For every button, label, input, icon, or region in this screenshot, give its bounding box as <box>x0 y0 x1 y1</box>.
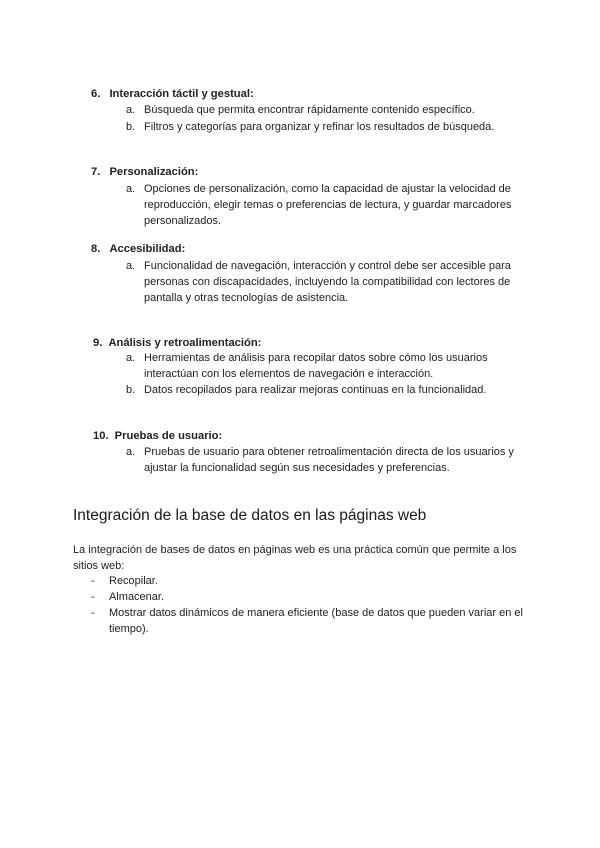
item-text: Filtros y categorías para organizar y refinar los resultados de búsqueda. <box>144 121 495 133</box>
section-title: Accesibilidad: <box>109 243 186 255</box>
item-letter: a. <box>126 183 136 195</box>
item-text: Herramientas de análisis para recopilar datos sobre cómo los usuarios interactúan con los elementos de navegación e interacción. <box>144 352 488 380</box>
section-heading <box>91 243 185 255</box>
item-text: Almacenar. <box>109 591 165 603</box>
item-letter: a. <box>126 446 136 458</box>
dash-bullet: - <box>91 591 95 603</box>
section-title: Personalización: <box>109 166 199 178</box>
section-number: 9. <box>93 337 103 349</box>
dash-bullet: - <box>91 607 95 619</box>
section-heading <box>91 88 254 100</box>
section-number: 6. <box>91 88 101 100</box>
item-text: Búsqueda que permita encontrar rápidamente contenido específico. <box>144 104 475 116</box>
item-letter: b. <box>126 384 136 396</box>
item-letter: b. <box>126 121 136 133</box>
item-letter: a. <box>126 352 136 364</box>
item-text: Datos recopilados para realizar mejoras continuas en la funcionalidad. <box>144 384 487 396</box>
item-text: Opciones de personalización, como la capacidad de ajustar la velocidad de reproducción, elegir temas o preferencias de lectura, y guardar marcadores personalizados. <box>144 183 512 227</box>
section-heading <box>91 166 198 178</box>
section-heading <box>93 430 222 442</box>
section-number: 7. <box>91 166 101 178</box>
dash-bullet: - <box>91 575 95 587</box>
item-letter: a. <box>126 260 136 272</box>
item-text: Recopilar. <box>109 575 158 587</box>
item-text: Pruebas de usuario para obtener retroalimentación directa de los usuarios y ajustar la funcionalidad según sus necesidades y preferencias. <box>144 446 514 474</box>
item-text: Funcionalidad de navegación, interacción y control debe ser accesible para personas con discapacidades, incluyendo la compatibilidad con lectores de pantalla y otras tecnologías de asistencia. <box>144 260 511 304</box>
item-letter: a. <box>126 104 136 116</box>
section-heading <box>93 337 261 349</box>
integration-paragraph: La integración de bases de datos en páginas web es una práctica común que permite a los sitios web: <box>73 544 517 572</box>
section-number: 8. <box>91 243 101 255</box>
section-title: Interacción táctil y gestual: <box>109 88 254 100</box>
section-number: 10. <box>93 430 109 442</box>
section-title: Pruebas de usuario: <box>114 430 223 442</box>
section-heading-integration: Integración de la base de datos en las páginas web <box>73 507 427 524</box>
section-title: Análisis y retroalimentación: <box>108 337 262 349</box>
item-text: Mostrar datos dinámicos de manera eficiente (base de datos que pueden variar en el tiempo). <box>109 607 523 635</box>
